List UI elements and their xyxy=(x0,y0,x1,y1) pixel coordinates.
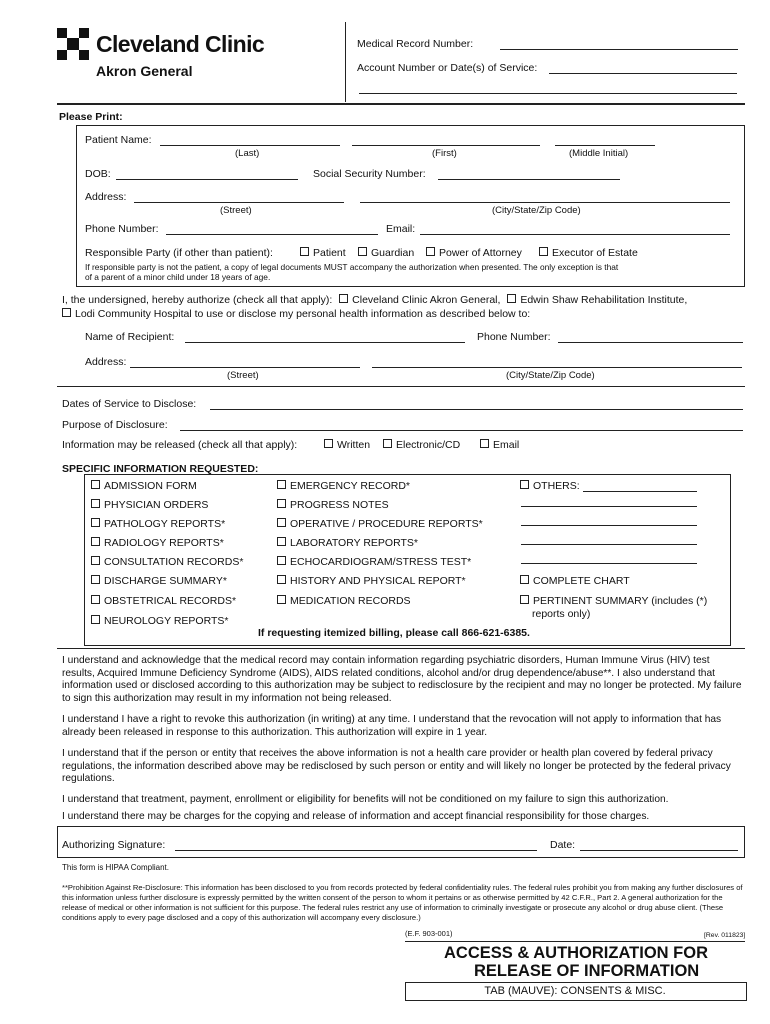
resp-option-guardian[interactable]: Guardian xyxy=(358,247,414,259)
checkbox-icon xyxy=(480,439,489,448)
signature-date-field[interactable] xyxy=(580,850,738,851)
tab-label: TAB (MAUVE): CONSENTS & MISC. xyxy=(484,985,666,997)
patient-email-label: Email: xyxy=(386,223,416,235)
hipaa-note: This form is HIPAA Compliant. xyxy=(62,863,169,872)
checkbox-icon xyxy=(91,575,100,584)
others-field-3[interactable] xyxy=(521,525,697,526)
checkbox-icon xyxy=(426,247,435,256)
recipient-name-label: Name of Recipient: xyxy=(85,331,175,343)
footer-rule xyxy=(405,941,745,942)
spec-discharge-summary[interactable]: DISCHARGE SUMMARY* xyxy=(91,575,227,587)
spec-operative-reports[interactable]: OPERATIVE / PROCEDURE REPORTS* xyxy=(277,518,483,530)
checkbox-icon xyxy=(91,518,100,527)
checkbox-icon xyxy=(277,499,286,508)
checkbox-icon xyxy=(277,537,286,546)
section-divider xyxy=(57,386,745,387)
last-caption: (Last) xyxy=(235,148,260,159)
checkbox-icon xyxy=(62,308,71,317)
account-field[interactable] xyxy=(549,73,737,74)
recipient-phone-field[interactable] xyxy=(558,342,743,343)
recipient-street-field[interactable] xyxy=(130,367,360,368)
checkbox-icon xyxy=(324,439,333,448)
patient-city-caption: (City/State/Zip Code) xyxy=(492,205,581,216)
paragraph-acknowledge: I understand and acknowledge that the medical record may contain information regarding psychiatric disorders, Human Immune Virus (HIV) test results, Acquired Immune Deficiency Syndrome (AIDS), AIDS related conditions, alcohol and/or drug dependence/abuse**. I also understand that information used or disclosed according to this authorization may be subject to redisclosure by the recipient and may no longer be protected. My failure to sign this authorization may result in my information not being released. xyxy=(62,655,742,704)
recipient-city-field[interactable] xyxy=(372,367,742,368)
signature-field[interactable] xyxy=(175,850,537,851)
patient-name-label: Patient Name: xyxy=(85,134,152,146)
account-field-2[interactable] xyxy=(359,93,737,94)
checkbox-icon xyxy=(91,499,100,508)
spec-pathology-reports[interactable]: PATHOLOGY REPORTS* xyxy=(91,518,225,530)
others-field-4[interactable] xyxy=(521,544,697,545)
spec-others[interactable]: OTHERS: xyxy=(520,480,580,492)
checkbox-icon xyxy=(507,294,516,303)
patient-phone-field[interactable] xyxy=(166,234,378,235)
checkbox-icon xyxy=(520,480,529,489)
paragraph-treatment: I understand that treatment, payment, enrollment or eligibility for benefits will not be conditioned on my failure to sign this authorization. xyxy=(62,794,669,805)
form-title-line-2: RELEASE OF INFORMATION xyxy=(474,962,700,980)
patient-phone-label: Phone Number: xyxy=(85,223,159,235)
others-field-1[interactable] xyxy=(583,491,697,492)
recipient-city-caption: (City/State/Zip Code) xyxy=(506,370,595,381)
resp-option-executor[interactable]: Executor of Estate xyxy=(539,247,638,259)
dob-field[interactable] xyxy=(116,179,298,180)
recipient-address-label: Address: xyxy=(85,356,127,368)
resp-option-power-of-attorney[interactable]: Power of Attorney xyxy=(426,247,522,259)
form-number: (E.F. 903-001) xyxy=(405,929,453,938)
authorize-statement: I, the undersigned, hereby authorize (check all that apply): Cleveland Clinic Akron General, Edwin Shaw Rehabilitation Institute, xyxy=(62,294,688,306)
spec-radiology-reports[interactable]: RADIOLOGY REPORTS* xyxy=(91,537,224,549)
paragraph-revoke: I understand I have a right to revoke this authorization (in writing) at any time. I understand that the revocation will not apply to information that has already been released in response to this authorization. This authorization will expire in 1 year. xyxy=(62,714,722,738)
spec-physician-orders[interactable]: PHYSICIAN ORDERS xyxy=(91,499,208,511)
brand-name: Cleveland Clinic xyxy=(96,31,265,57)
dob-label: DOB: xyxy=(85,168,111,180)
spec-complete-chart[interactable]: COMPLETE CHART xyxy=(520,575,630,587)
patient-street-caption: (Street) xyxy=(220,205,252,216)
spec-laboratory-reports[interactable]: LABORATORY REPORTS* xyxy=(277,537,418,549)
mrn-label: Medical Record Number: xyxy=(357,38,474,50)
checkbox-icon xyxy=(520,575,529,584)
sub-brand-name: Akron General xyxy=(96,63,193,79)
account-label: Account Number or Date(s) of Service: xyxy=(357,62,538,74)
release-method-label: Information may be released (check all that apply): xyxy=(62,439,298,451)
spec-obstetrical-records[interactable]: OBSTETRICAL RECORDS* xyxy=(91,595,236,607)
paragraph-redisclosure: I understand that if the person or entity that receives the above information is not a health care provider or health plan covered by federal privacy regulations, the information described above may be redisclosed by such person or entity and will likely no longer be protected by the federal privacy regulations. xyxy=(62,748,731,785)
spec-echocardiogram[interactable]: ECHOCARDIOGRAM/STRESS TEST* xyxy=(277,556,471,568)
purpose-field[interactable] xyxy=(180,430,743,431)
checkbox-icon xyxy=(383,439,392,448)
checkbox-icon xyxy=(277,518,286,527)
spec-history-physical[interactable]: HISTORY AND PHYSICAL REPORT* xyxy=(277,575,466,587)
checkbox-icon xyxy=(91,480,100,489)
patient-last-name-field[interactable] xyxy=(160,145,340,146)
billing-note: If requesting itemized billing, please call 866-621-6385. xyxy=(258,627,530,639)
patient-street-field[interactable] xyxy=(134,202,344,203)
section-divider-2 xyxy=(57,648,745,649)
spec-medication-records[interactable]: MEDICATION RECORDS xyxy=(277,595,411,607)
spec-neurology-reports[interactable]: NEUROLOGY REPORTS* xyxy=(91,615,228,627)
checkbox-icon xyxy=(539,247,548,256)
header-bottom-rule xyxy=(57,103,745,105)
patient-city-field[interactable] xyxy=(360,202,730,203)
first-caption: (First) xyxy=(432,148,457,159)
dates-label: Dates of Service to Disclose: xyxy=(62,398,197,410)
dates-field[interactable] xyxy=(210,409,743,410)
pertinent-summary-note: reports only) xyxy=(532,608,591,620)
purpose-label: Purpose of Disclosure: xyxy=(62,419,168,431)
prohibition-notice: **Prohibition Against Re-Disclosure: This information has been disclosed to you from records protected by federal confidentiality rules. The federal rules prohibit you from making any further disclosures of this information unless further disclosure is expressly permitted by the written consent of the person to whom it pertains or as otherwise permitted by 42 C.F.R., Part 2. A general authorization for the release of medical or other information is not sufficient for this purpose. The federal rules restrict any use of information to criminally investigate or prosecute any alcohol or drug abuse client. (These conditions apply to every page disclosed and a copy of this authorization will accompany every disclosure.) xyxy=(62,883,743,922)
please-print: Please Print: xyxy=(59,111,123,123)
recipient-name-field[interactable] xyxy=(185,342,465,343)
responsible-party-note-1: If responsible party is not the patient, a copy of legal documents MUST accompany the authorization when presented. The only exception is that xyxy=(85,262,619,272)
checkbox-icon xyxy=(91,595,100,604)
spec-consultation-records[interactable]: CONSULTATION RECORDS* xyxy=(91,556,243,568)
checkbox-icon xyxy=(91,556,100,565)
others-field-2[interactable] xyxy=(521,506,697,507)
signature-label: Authorizing Signature: xyxy=(62,839,166,851)
resp-option-patient[interactable]: Patient xyxy=(300,247,346,259)
checkbox-icon xyxy=(277,556,286,565)
mrn-field[interactable] xyxy=(500,49,738,50)
checkbox-icon xyxy=(91,537,100,546)
release-option-electronic[interactable]: Electronic/CD xyxy=(383,439,460,451)
header-divider xyxy=(345,22,346,102)
checkbox-icon xyxy=(91,615,100,624)
patient-middle-initial-field[interactable] xyxy=(555,145,655,146)
ssn-label: Social Security Number: xyxy=(313,168,426,180)
authorize-option-lodi[interactable]: Lodi Community Hospital to use or disclose my personal health information as described below to: xyxy=(62,308,530,320)
revision-number: [Rev. 011823] xyxy=(704,932,746,939)
paragraph-charges: I understand there may be charges for the copying and release of information and accept financial responsibility for those charges. xyxy=(62,811,650,822)
checkbox-icon xyxy=(358,247,367,256)
patient-email-field[interactable] xyxy=(420,234,730,235)
spec-progress-notes[interactable]: PROGRESS NOTES xyxy=(277,499,389,511)
checkbox-icon xyxy=(339,294,348,303)
checkbox-icon xyxy=(520,595,529,604)
specific-info-title: SPECIFIC INFORMATION REQUESTED: xyxy=(62,463,259,475)
cleveland-clinic-logo xyxy=(57,28,89,60)
spec-admission-form[interactable]: ADMISSION FORM xyxy=(91,480,197,492)
recipient-phone-label: Phone Number: xyxy=(477,331,551,343)
responsible-party-note-2: of a parent of a minor child under 18 years of age. xyxy=(85,272,271,282)
authorize-option-edwin-shaw[interactable]: Edwin Shaw Rehabilitation Institute, xyxy=(507,294,687,306)
recipient-street-caption: (Street) xyxy=(227,370,259,381)
ssn-field[interactable] xyxy=(438,179,620,180)
release-option-email[interactable]: Email xyxy=(480,439,519,451)
checkbox-icon xyxy=(277,595,286,604)
others-field-5[interactable] xyxy=(521,563,697,564)
middle-caption: (Middle Initial) xyxy=(569,148,629,159)
spec-pertinent-summary[interactable]: PERTINENT SUMMARY (includes (*) xyxy=(520,595,707,607)
authorize-option-akron[interactable]: Cleveland Clinic Akron General, xyxy=(339,294,500,306)
checkbox-icon xyxy=(277,480,286,489)
patient-first-name-field[interactable] xyxy=(352,145,540,146)
spec-emergency-record[interactable]: EMERGENCY RECORD* xyxy=(277,480,410,492)
responsible-party-label: Responsible Party (if other than patient): xyxy=(85,247,273,259)
form-title-line-1: ACCESS & AUTHORIZATION FOR xyxy=(444,944,708,962)
checkbox-icon xyxy=(300,247,309,256)
patient-address-label: Address: xyxy=(85,191,127,203)
release-option-written[interactable]: Written xyxy=(324,439,370,451)
signature-date-label: Date: xyxy=(550,839,576,851)
checkbox-icon xyxy=(277,575,286,584)
